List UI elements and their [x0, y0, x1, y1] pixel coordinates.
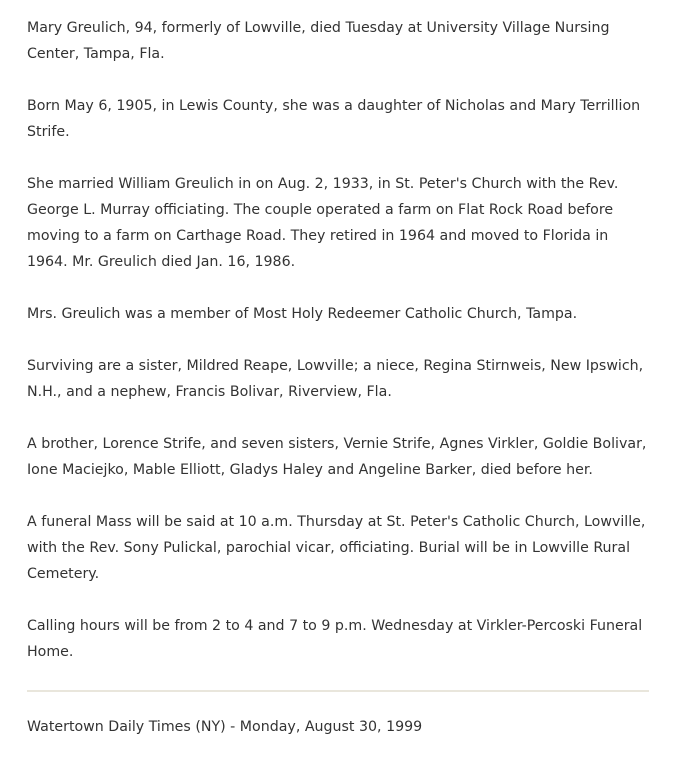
obituary-body: [27, 15, 652, 691]
paragraph-church-membership: Mrs. Greulich was a member of Most Holy Redeemer Catholic Church, Tampa.: [27, 306, 578, 322]
paragraph-predeceased: A brother, Lorence Strife, and seven sisters, Vernie Strife, Agnes Virkler, Goldie Bolivar, Ione Maciejko, Mable Elliott, Gladys Haley and Angeline Barker, died before her.: [27, 436, 647, 478]
paragraph-funeral-mass: A funeral Mass will be said at 10 a.m. Thursday at St. Peter's Catholic Church, Lowville, with the Rev. Sony Pulickal, parochial vicar, officiating. Burial will be in Lowville Rural Cemetery.: [27, 514, 646, 582]
paragraph-birth: Born May 6, 1905, in Lewis County, she was a daughter of Nicholas and Mary Terrillion Strife.: [27, 98, 641, 140]
divider: [27, 690, 649, 692]
paragraph-marriage: She married William Greulich in on Aug. 2, 1933, in St. Peter's Church with the Rev. George L. Murray officiating. The couple operated a farm on Flat Rock Road before moving to a farm on Carthage Road. They retired in 1964 and moved to Florida in 1964. Mr. Greulich died Jan. 16, 1986.: [27, 176, 619, 270]
paragraph-survivors: Surviving are a sister, Mildred Reape, Lowville; a niece, Regina Stirnweis, New Ipswich, N.H., and a nephew, Francis Bolivar, Riverview, Fla.: [27, 358, 644, 400]
source-citation: Watertown Daily Times (NY) - Monday, August 30, 1999: [27, 719, 423, 735]
paragraph-calling-hours: Calling hours will be from 2 to 4 and 7 to 9 p.m. Wednesday at Virkler-Percoski Funeral Home.: [27, 618, 643, 660]
paragraph-death-notice: Mary Greulich, 94, formerly of Lowville, died Tuesday at University Village Nursing Center, Tampa, Fla.: [27, 20, 610, 62]
